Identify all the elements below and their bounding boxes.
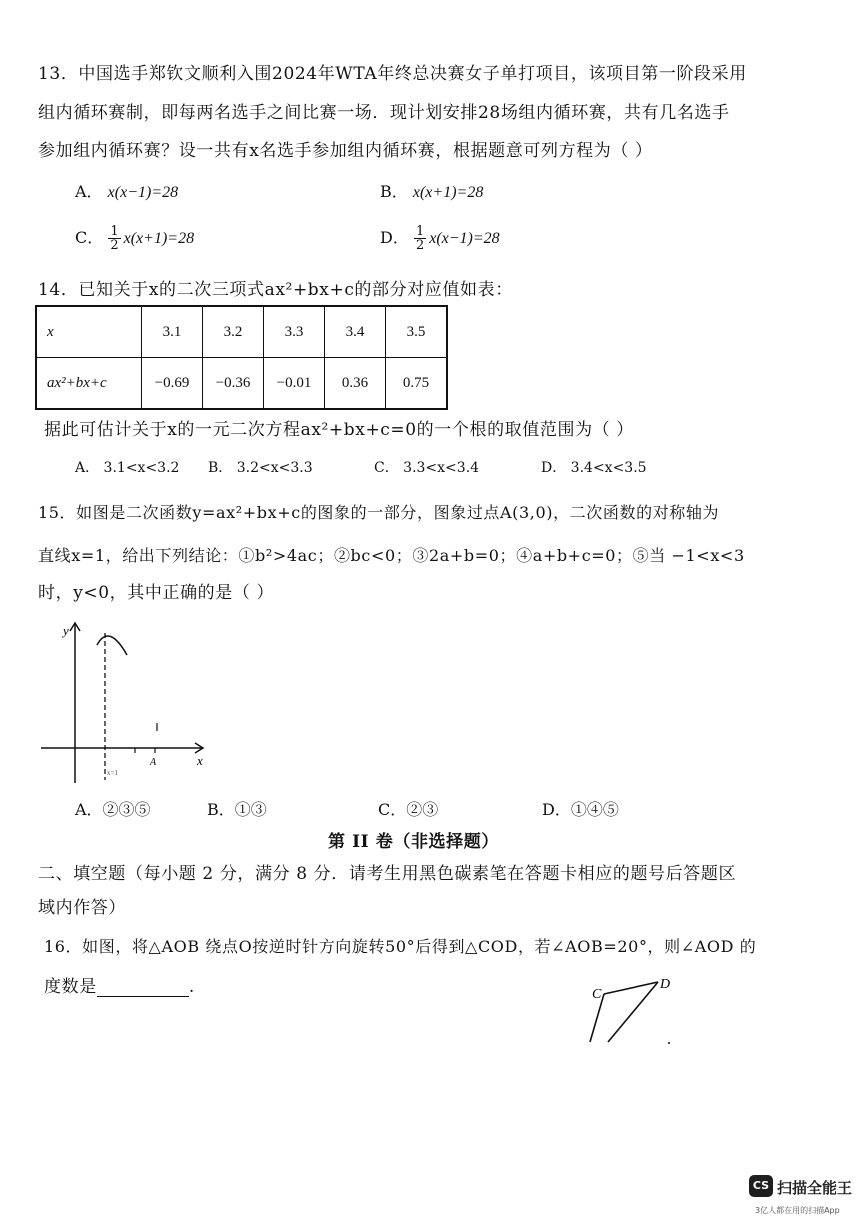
scanner-brand-tagline: 3亿人都在用的扫描App bbox=[755, 1206, 840, 1215]
q13-option-c-label: C． bbox=[75, 228, 104, 247]
q16-line2 bbox=[44, 977, 195, 997]
q13-option-d-label: D． bbox=[380, 228, 409, 247]
q14-value-table bbox=[35, 305, 448, 410]
graph-axis-note: x=1 bbox=[107, 769, 118, 777]
part2-instructions-line1: 二、填空题（每小题 2 分，满分 8 分．请考生用黑色碳素笔在答题卡相应的题号后答题区 bbox=[38, 864, 737, 884]
q16-line2-suffix: . bbox=[188, 977, 195, 997]
q13-option-b-expr: x(x+1)=28 bbox=[412, 184, 484, 201]
label-d: D bbox=[660, 977, 671, 992]
table-cell: 3.3 bbox=[264, 306, 325, 358]
part2-instructions-line2: 域内作答） bbox=[38, 898, 126, 918]
answer-blank[interactable] bbox=[97, 978, 189, 997]
table-cell: 3.1 bbox=[142, 306, 203, 358]
scanner-brand-name: 扫描全能王 bbox=[777, 1179, 853, 1197]
table-row bbox=[36, 306, 447, 358]
label-c: C bbox=[592, 987, 602, 1002]
figure-dot bbox=[668, 1042, 670, 1044]
q13-option-d-expr: x(x−1)=28 bbox=[429, 230, 500, 247]
q14-option-c: C． 3.3<x<3.4 bbox=[374, 460, 480, 476]
table-header-expression: ax²+bx+c bbox=[36, 358, 142, 410]
parabola-curve bbox=[97, 636, 127, 655]
q16-rotation-figure bbox=[580, 970, 680, 1050]
q13-option-b-label: B． bbox=[380, 182, 408, 201]
q15-parabola-graph bbox=[35, 615, 215, 785]
q14-line2: 据此可估计关于x的一元二次方程ax²+bx+c=0的一个根的取值范围为（ ） bbox=[44, 420, 634, 440]
table-cell: −0.36 bbox=[203, 358, 264, 410]
q13-option-c-fraction: $\frac{1}{2}$ bbox=[110, 224, 119, 253]
q14-line1: 14．已知关于x的二次三项式ax²+bx+c的部分对应值如表： bbox=[38, 280, 513, 300]
q13-option-c-expr: x(x+1)=28 bbox=[123, 230, 195, 247]
table-cell: 3.2 bbox=[203, 306, 264, 358]
table-header-x: x bbox=[36, 306, 142, 358]
q14-option-a: A． 3.1<x<3.2 bbox=[75, 460, 180, 476]
q15-option-a: A．②③⑤ bbox=[75, 800, 151, 819]
q14-option-d: D． 3.4<x<3.5 bbox=[541, 460, 647, 476]
q15-line3: 时，y<0，其中正确的是（ ） bbox=[38, 583, 275, 603]
q13-line3: 参加组内循环赛？设一共有x名选手参加组内循环赛，根据题意可列方程为（ ） bbox=[38, 141, 653, 161]
q13-line2: 组内循环赛制，即每两名选手之间比赛一场．现计划安排28场组内循环赛，共有几名选手 bbox=[38, 103, 730, 123]
q16-line1: 16．如图，将△AOB 绕点O按逆时针方向旋转50°后得到△COD，若∠AOB=20°，则∠AOD 的 bbox=[44, 937, 757, 956]
q15-option-b: B．①③ bbox=[207, 800, 267, 819]
q13-option-d bbox=[380, 225, 500, 252]
table-cell: 3.5 bbox=[386, 306, 448, 358]
q15-option-c: C．②③ bbox=[378, 800, 439, 819]
graph-y-label: y bbox=[63, 623, 69, 638]
scanner-logo-icon: CS bbox=[749, 1175, 773, 1197]
table-row bbox=[36, 358, 447, 410]
graph-x-label: x bbox=[197, 753, 203, 768]
section-title: 第 II 卷（非选择题） bbox=[328, 832, 499, 852]
q14-option-b: B． 3.2<x<3.3 bbox=[208, 460, 313, 476]
q15-line2: 直线x=1，给出下列结论：①b²>4ac；②bc<0；③2a+b=0；④a+b+c=0；⑤当 −1<x<3 bbox=[38, 546, 745, 565]
q13-option-c bbox=[75, 225, 194, 252]
q15-line1: 15．如图是二次函数y=ax²+bx+c的图象的一部分，图象过点A(3,0)，二次函数的对称轴为 bbox=[38, 503, 720, 522]
q15-option-d: D．①④⑤ bbox=[542, 800, 619, 819]
q13-option-a-label: A． bbox=[75, 182, 103, 201]
table-cell: 0.75 bbox=[386, 358, 448, 410]
table-cell: −0.69 bbox=[142, 358, 203, 410]
table-cell: 0.36 bbox=[325, 358, 386, 410]
q13-option-b bbox=[380, 182, 483, 203]
q16-line2-prefix: 度数是 bbox=[44, 977, 97, 997]
table-cell: −0.01 bbox=[264, 358, 325, 410]
table-cell: 3.4 bbox=[325, 306, 386, 358]
graph-point-label: A bbox=[150, 757, 157, 768]
q13-option-a-expr: x(x−1)=28 bbox=[107, 184, 179, 201]
q13-option-d-fraction: $\frac{1}{2}$ bbox=[415, 224, 425, 253]
q13-line1: 13．中国选手郑钦文顺利入围2024年WTA年终总决赛女子单打项目，该项目第一阶段采用 bbox=[38, 64, 747, 84]
q13-option-a bbox=[75, 182, 178, 203]
